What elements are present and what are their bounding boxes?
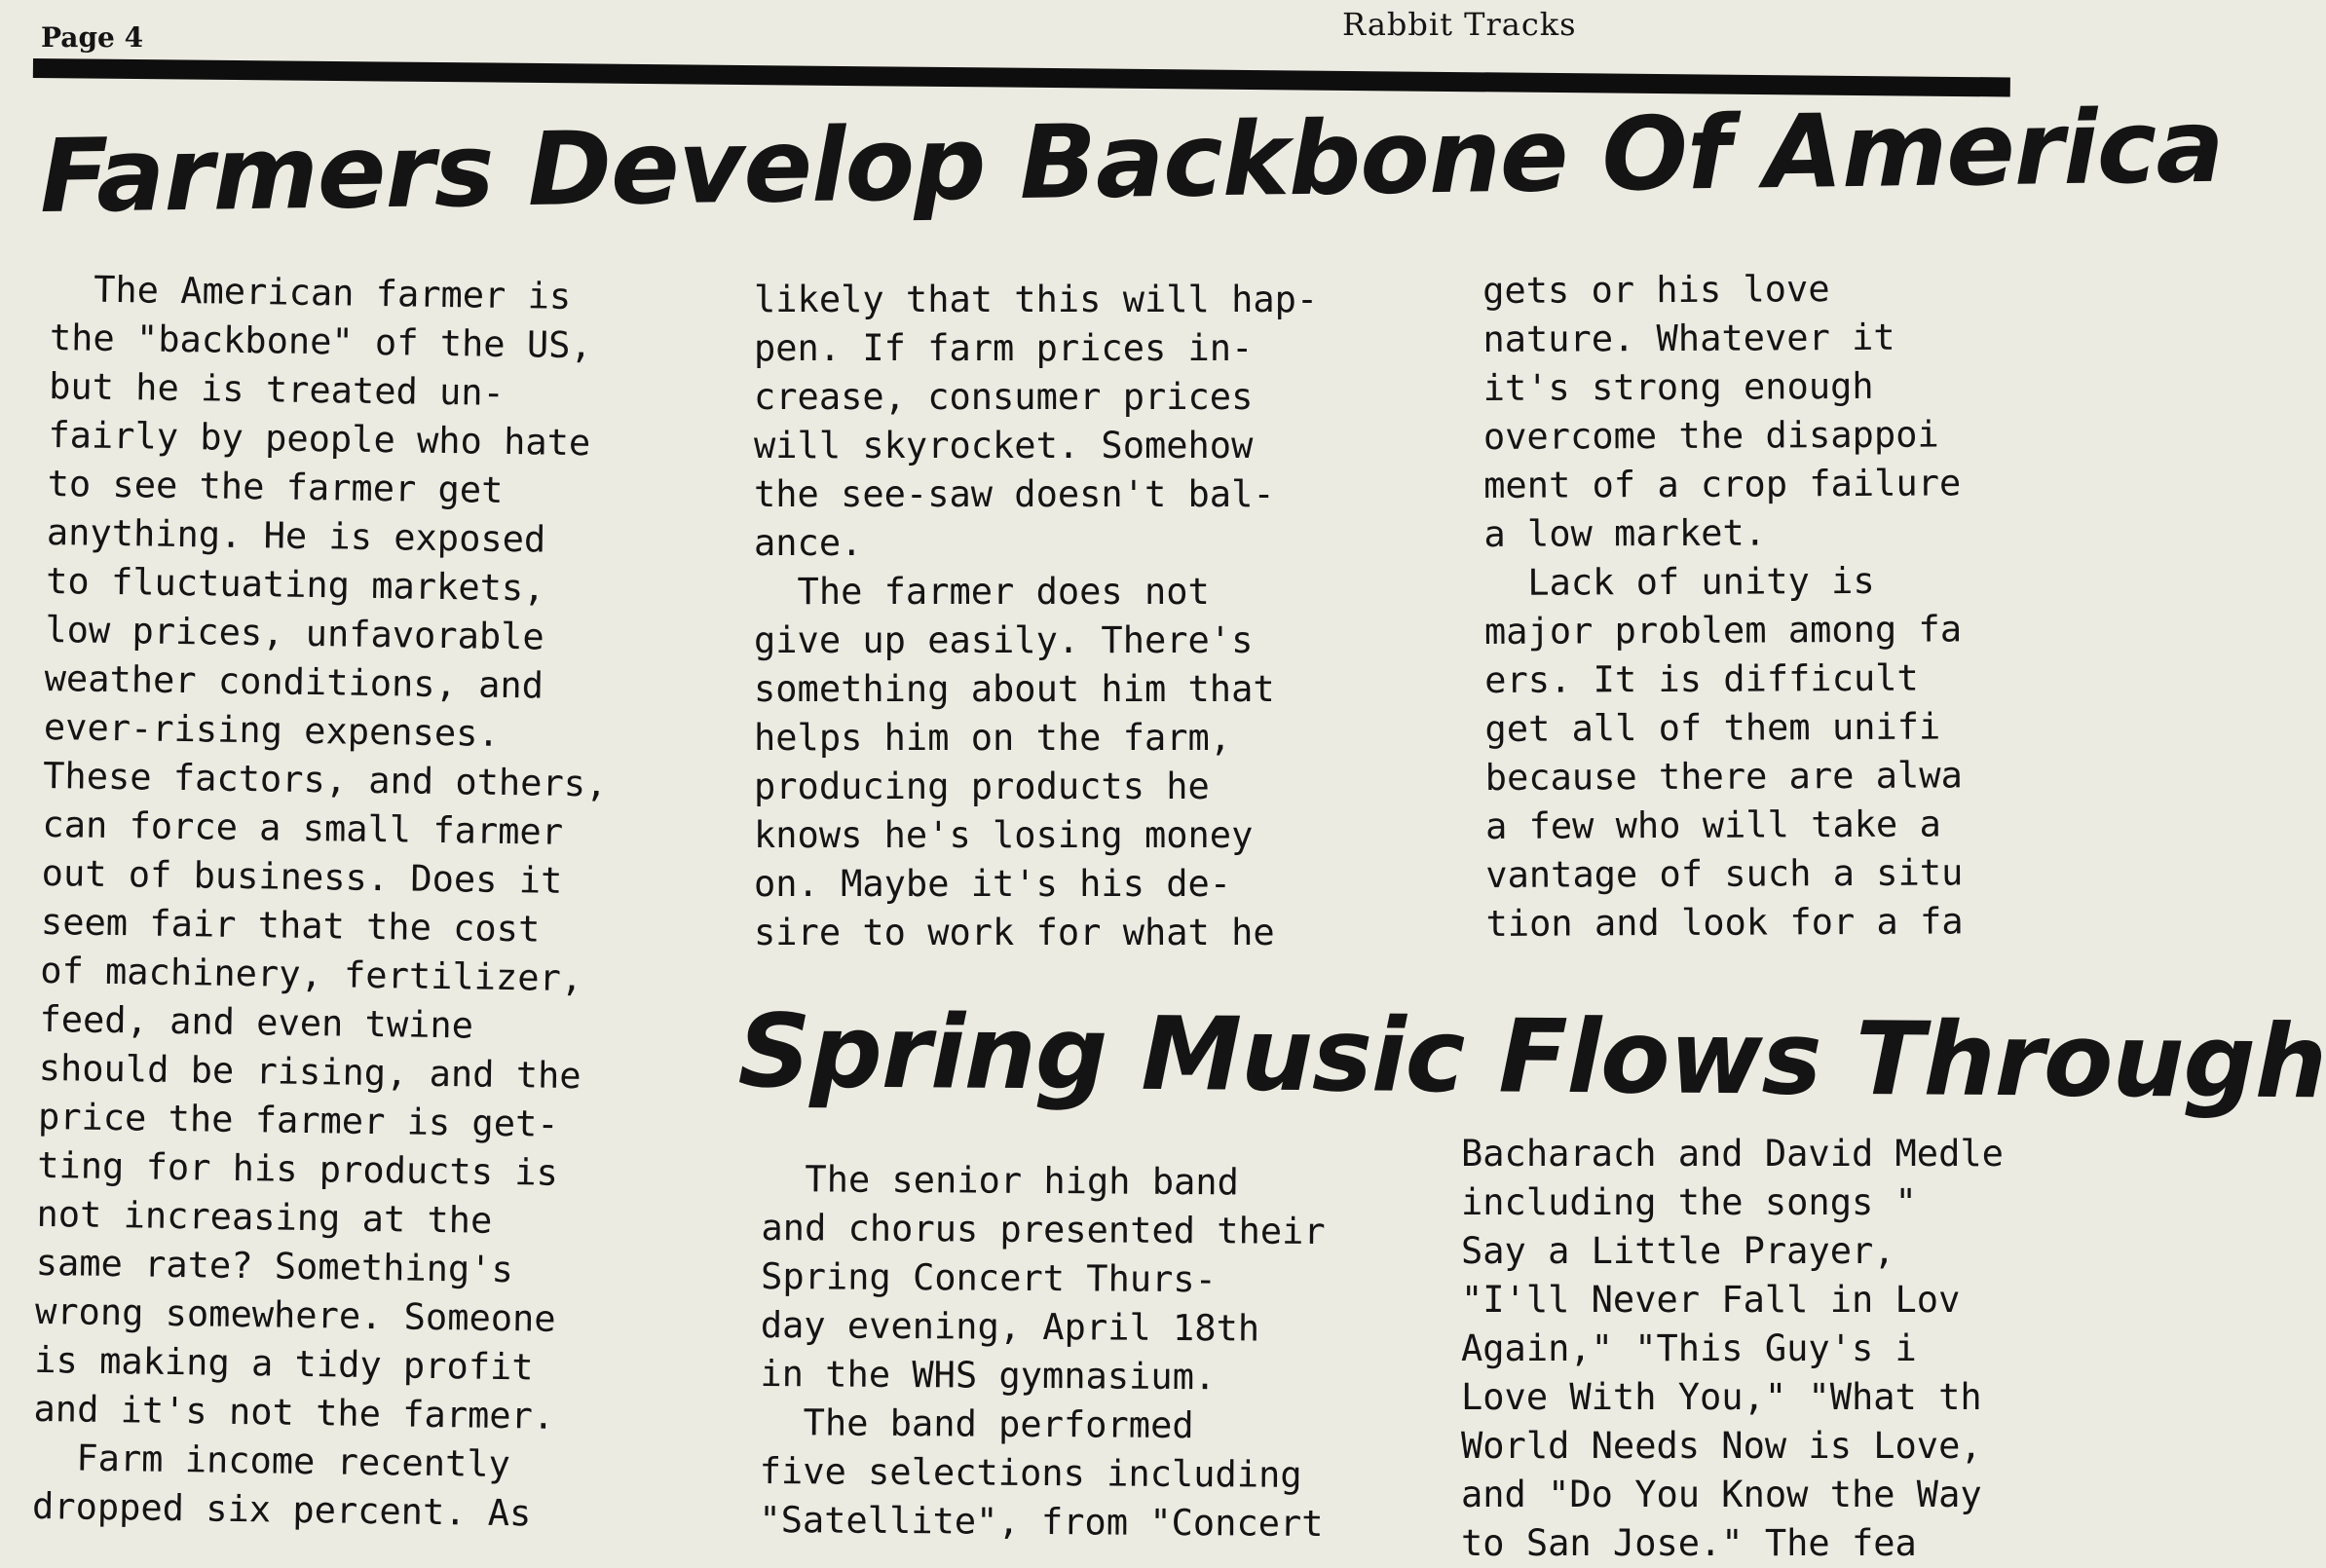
farmers-headline: Farmers Develop Backbone Of America: [39, 86, 2225, 236]
farmers-column-2: likely that this will hap- pen. If farm prices in- crease, consumer prices will skyrocket. Somehow the see-saw doesn't bal- ance. The farmer does not give up easily. There's something about him that helps him on the farm, producing products he knows he's losing money on. Maybe it's his de- sire to work for what he: [754, 279, 1319, 953]
page-number: Page 4: [41, 21, 144, 54]
music-column-2: Bacharach and David Medle including the songs " Say a Little Prayer, "I'll Never Fall in Lov Again," "This Guy's i Love With You," "What th World Needs Now is Love, and "Do You Know the Way to San Jose." The fea: [1461, 1133, 2004, 1564]
farmers-column-3: gets or his love nature. Whatever it it's strong enough overcome the disappoi ment of a crop failure a low market. Lack of unity is major problem among fa ers. It is difficult get all of them unifi because there are alwa a few who will take a vantage of such a situ tion and look for a fa: [1482, 268, 1964, 945]
music-headline: Spring Music Flows Through: [737, 991, 2326, 1122]
music-column-1: The senior high band and chorus presented their Spring Concert Thurs- day evening, April 18th in the WHS gymnasium. The band performed five selections including "Satellite", from "Concert: [759, 1157, 1326, 1546]
farmers-column-1: The American farmer is the "backbone" of the US, but he is treated un- fairly by people who hate to see the farmer get anything. He is exposed to fluctuating markets, low prices, unfavorable weather conditions, and ever-rising expenses. These factors, and others, can force a small farmer out of business. Does it seem fair that the cost of machinery, fertilizer, feed, and even twine should be rising, and the price the farmer is get- ting for his products is not increasing at the same rate? Something's wrong somewhere. Someone is making a tidy profit and it's not the farmer. Farm income recently dropped six percent. As: [31, 267, 608, 1535]
header-rule: [33, 58, 2010, 96]
publication-name: Rabbit Tracks: [1342, 6, 1577, 43]
